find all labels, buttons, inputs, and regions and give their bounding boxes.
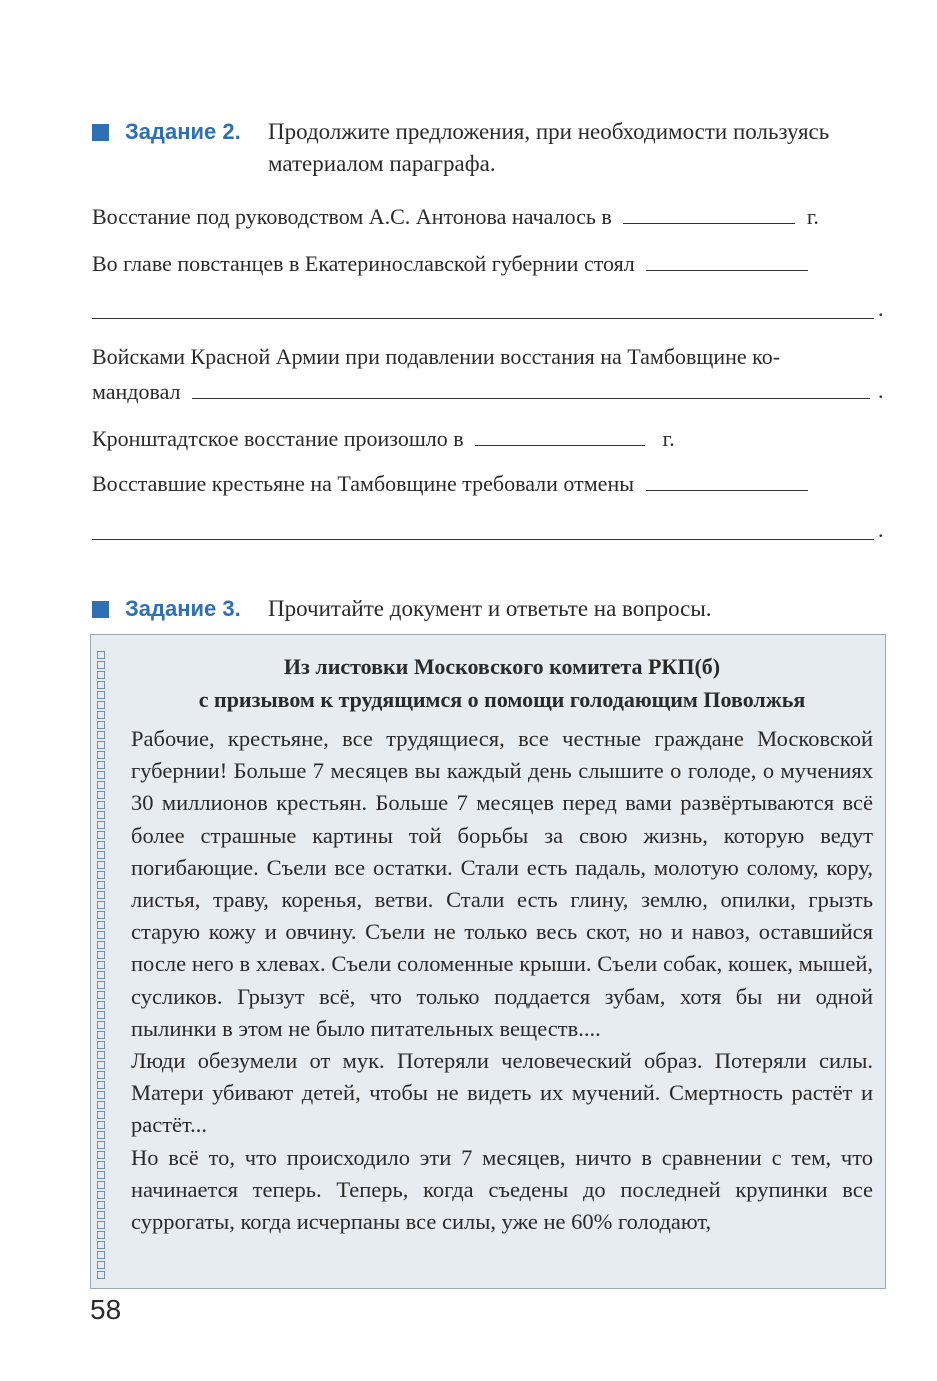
border-square	[97, 961, 105, 969]
sentence-2-end: .	[878, 296, 884, 321]
border-square	[97, 861, 105, 869]
border-square	[97, 1221, 105, 1229]
border-square	[97, 1071, 105, 1079]
border-square	[97, 1051, 105, 1059]
border-square	[97, 1211, 105, 1219]
document-paragraph-2: Люди обезумели от мук. Потеряли человеческий образ. Потеряли силы. Матери убивают детей, чтобы не видеть их мучений. Смертность растёт и растёт...	[131, 1048, 873, 1138]
border-square	[97, 851, 105, 859]
sentence-5-end: .	[878, 517, 884, 542]
document-body	[131, 723, 873, 1238]
document-paragraph-1: Рабочие, крестьяне, все трудящиеся, все честные граждане Московской губернии! Больше 7 месяцев вы каждый день слышите о голоде, о мучениях 30 миллионов крестьян. Больше 7 месяцев перед вами развёртываются всё более страшные картины той борьбы за свою жизнь, которую ведут погибающие. Съели все остатки. Стали есть падаль, молотую солому, кору, листья, траву, коренья, ветви. Стали есть глину, землю, опилки, грызть старую кожу и овчину. Съели не только весь скот, но и навоз, оставшийся после него в хлевах. Съели соломенные крыши. Съели собак, кошек, мышей, сусликов. Грызут всё, что только поддается зубам, хотя бы ни одной пылинки в этом не было питательных веществ....	[131, 726, 873, 1041]
border-square	[97, 971, 105, 979]
square-bullet-icon	[92, 601, 109, 618]
sentence-1-text: Восстание под руководством А.С. Антонова началось в	[92, 204, 612, 229]
sentence-5-text: Восставшие крестьяне на Тамбовщине требовали отмены	[92, 471, 634, 496]
border-square	[97, 1181, 105, 1189]
task-2-instruction-line2: материалом параграфа.	[268, 151, 496, 176]
document-paragraph-3: Но всё то, что происходило эти 7 месяцев, ничто в сравнении с тем, что начинается теперь. Теперь, когда съедены до последней крупинки все суррогаты, когда исчерпаны все силы, уже не 60% голодают,	[131, 1144, 873, 1235]
border-square	[97, 1011, 105, 1019]
border-square	[97, 1241, 105, 1249]
border-square	[97, 681, 105, 689]
border-square	[97, 801, 105, 809]
border-square	[97, 791, 105, 799]
border-square	[97, 951, 105, 959]
border-square	[97, 761, 105, 769]
task-3-label: Задание 3.	[125, 596, 241, 621]
border-square	[97, 1141, 105, 1149]
border-square	[97, 811, 105, 819]
sentence-2	[92, 248, 887, 279]
border-square	[97, 1131, 105, 1139]
sentence-2-answer-line[interactable]	[92, 318, 874, 319]
border-square	[97, 841, 105, 849]
sentence-2-text: Во главе повстанцев в Екатеринославской губернии стоял	[92, 251, 635, 276]
border-square	[97, 1151, 105, 1159]
border-square	[97, 751, 105, 759]
border-square	[97, 711, 105, 719]
border-square	[97, 1081, 105, 1089]
sentence-4	[92, 423, 887, 454]
sentence-4-suffix: г.	[662, 426, 675, 451]
border-square	[97, 891, 105, 899]
document-box	[90, 634, 886, 1289]
border-square	[97, 881, 105, 889]
border-square	[97, 1021, 105, 1029]
border-square	[97, 1111, 105, 1119]
task-2-instruction-line1: Продолжите предложения, при необходимости пользуясь	[268, 119, 830, 144]
border-square	[97, 1091, 105, 1099]
border-square	[97, 651, 105, 659]
border-square	[97, 1171, 105, 1179]
sentence-5-answer-blank[interactable]	[646, 468, 808, 491]
border-square	[97, 721, 105, 729]
page-number: 58	[90, 1294, 122, 1325]
border-square	[97, 821, 105, 829]
sentence-3-answer-blank[interactable]	[192, 376, 870, 399]
border-square	[97, 831, 105, 839]
border-square	[97, 1031, 105, 1039]
document-title-line2: с призывом к трудящимся о помощи голодающим Поволжья	[198, 687, 806, 712]
border-square	[97, 901, 105, 909]
border-square	[97, 921, 105, 929]
sentence-5	[92, 468, 887, 499]
border-square	[97, 1061, 105, 1069]
task-2-heading	[92, 116, 892, 180]
sentence-4-answer-blank[interactable]	[475, 423, 645, 446]
sentence-3-text: мандовал	[92, 379, 181, 404]
sentence-1-suffix: г.	[806, 204, 819, 229]
border-square	[97, 1191, 105, 1199]
sentence-1-answer-blank[interactable]	[623, 201, 795, 224]
border-square	[97, 671, 105, 679]
border-square	[97, 941, 105, 949]
sentence-3-line2	[92, 376, 887, 407]
sentence-1	[92, 201, 887, 232]
sentence-4-text: Кронштадтское восстание произошло в	[92, 426, 464, 451]
border-square	[97, 1231, 105, 1239]
sentence-3-end: .	[878, 378, 884, 403]
border-square	[97, 781, 105, 789]
sentence-2-answer-blank[interactable]	[646, 248, 808, 271]
border-square	[97, 1201, 105, 1209]
document-title-line1: Из листовки Московского комитета РКП(б)	[283, 654, 721, 679]
border-square	[97, 991, 105, 999]
border-square	[97, 771, 105, 779]
border-square	[97, 731, 105, 739]
border-square	[97, 1041, 105, 1049]
border-square	[97, 1271, 105, 1279]
border-square	[97, 981, 105, 989]
square-bullet-icon	[92, 124, 109, 141]
sentence-5-answer-line[interactable]	[92, 539, 874, 540]
border-square	[97, 1161, 105, 1169]
border-square	[97, 1001, 105, 1009]
sentence-3-line1: Войсками Красной Армии при подавлении восстания на Тамбовщине ко-	[92, 344, 781, 369]
task-2-label: Задание 2.	[125, 119, 241, 144]
task-3-instruction: Прочитайте документ и ответьте на вопросы.	[268, 596, 712, 621]
document-border-strip	[97, 651, 108, 1281]
border-square	[97, 691, 105, 699]
border-square	[97, 661, 105, 669]
task-3-heading	[92, 593, 892, 625]
border-square	[97, 701, 105, 709]
border-square	[97, 931, 105, 939]
border-square	[97, 1101, 105, 1109]
border-square	[97, 1121, 105, 1129]
border-square	[97, 911, 105, 919]
border-square	[97, 1251, 105, 1259]
border-square	[97, 1261, 105, 1269]
border-square	[97, 741, 105, 749]
border-square	[97, 871, 105, 879]
